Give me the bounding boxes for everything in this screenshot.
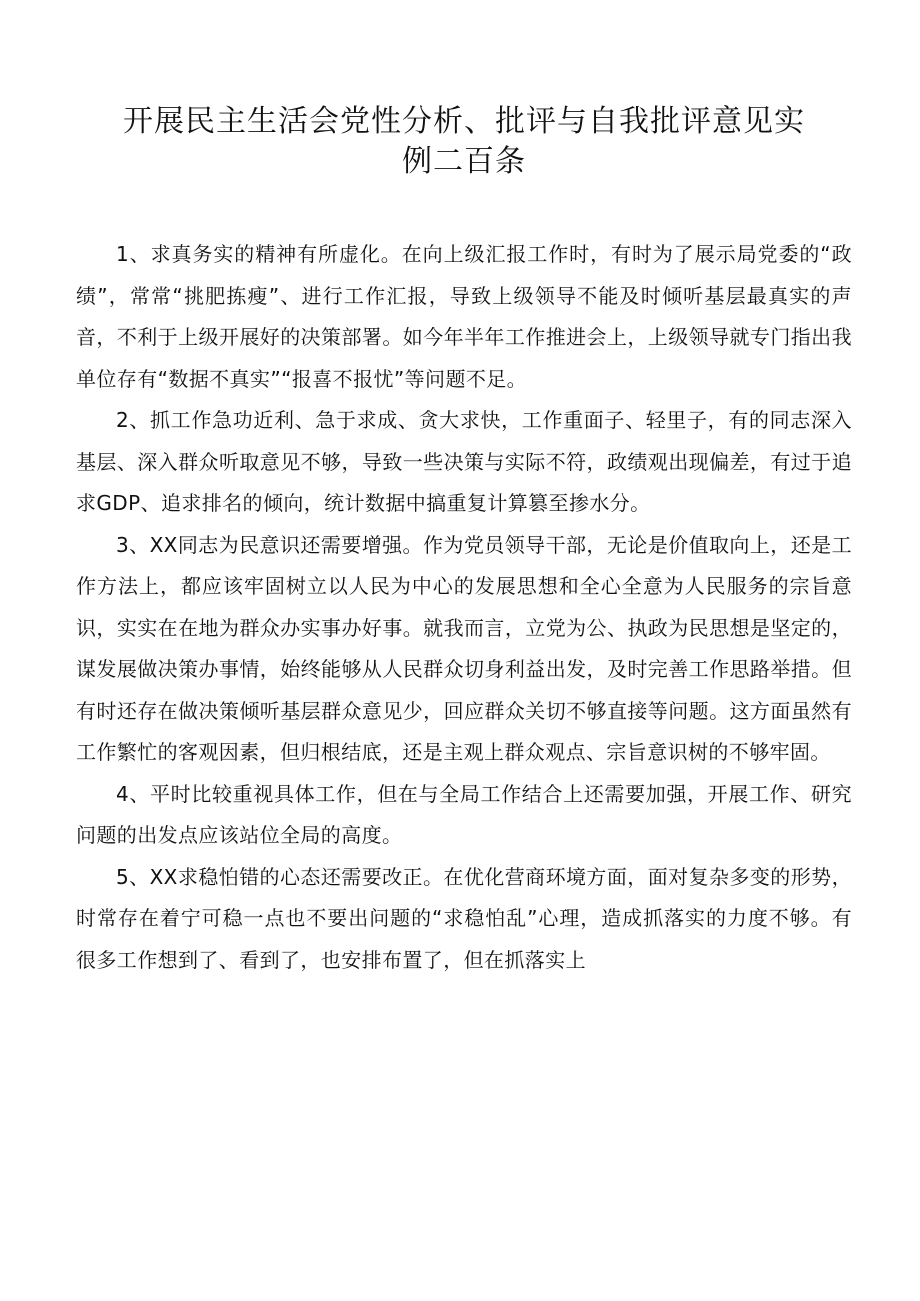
paragraph-1: 1、求真务实的精神有所虚化。在向上级汇报工作时，有时为了展示局党委的“政绩”，常常“挑肥拣瘦”、进行工作汇报，导致上级领导不能及时倾听基层最真实的声音，不利于上级开展好的决策部署。如今年半年工作推进会上，上级领导就专门指出我单位存有“数据不真实”“报喜不报忧”等问题不足。	[76, 242, 852, 391]
title-line-2: 例二百条	[402, 144, 526, 179]
paragraph-2: 2、抓工作急功近利、急于求成、贪大求快，工作重面子、轻里子，有的同志深入基层、深入群众听取意见不够，导致一些决策与实际不符，政绩观出现偏差，有过于追求GDP、追求排名的倾向，统计数据中搞重复计算篡至掺水分。	[76, 408, 852, 515]
paragraph-4: 4、平时比较重视具体工作，但在与全局工作结合上还需要加强，开展工作、研究问题的出发点应该站位全局的高度。	[76, 781, 852, 847]
paragraph-3: 3、XX同志为民意识还需要增强。作为党员领导干部，无论是价值取向上，还是工作方法上，都应该牢固树立以人民为中心的发展思想和全心全意为人民服务的宗旨意识，实实在在地为群众办实事办好事。就我而言，立党为公、执政为民思想是坚定的，谋发展做决策办事情，始终能够从人民群众切身利益出发，及时完善工作思路举措。但有时还存在做决策倾听基层群众意见少，回应群众关切不够直接等问题。这方面虽然有工作繁忙的客观因素，但归根结底，还是主观上群众观点、宗旨意识树的不够牢固。	[76, 532, 852, 764]
document-body	[76, 234, 852, 981]
document-title	[76, 102, 852, 182]
paragraph-5: 5、XX求稳怕错的心态还需要改正。在优化营商环境方面，面对复杂多变的形势，时常存在着宁可稳一点也不要出问题的“求稳怕乱”心理，造成抓落实的力度不够。有很多工作想到了、看到了，也安排布置了，但在抓落实上	[76, 864, 852, 972]
title-line-1: 开展民主生活会党性分析、批评与自我批评意见实	[123, 104, 805, 139]
